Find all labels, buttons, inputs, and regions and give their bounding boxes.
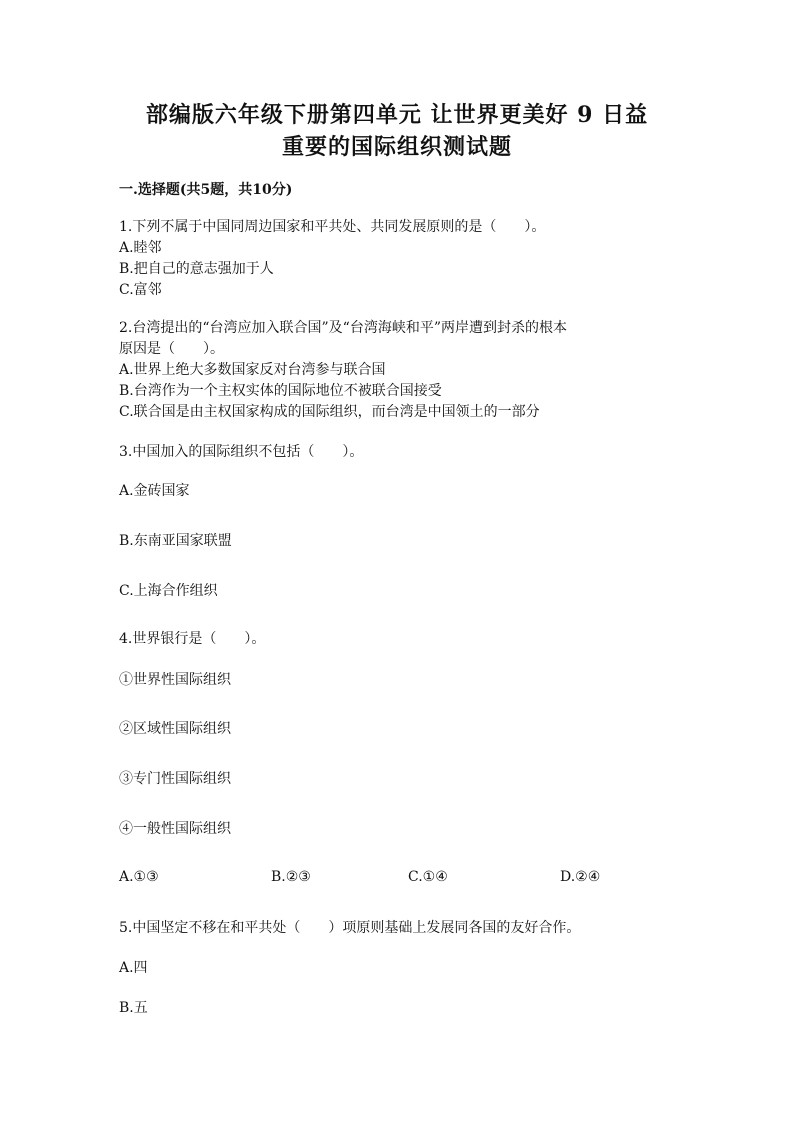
document-title-line1: 部编版六年级下册第四单元 让世界更美好 9 日益 <box>145 102 649 128</box>
question-3-option-c: C.上海合作组织 <box>119 583 218 599</box>
question-5-stem: 5.中国坚定不移在和平共处（ ）项原则基础上发展同各国的友好合作。 <box>119 920 581 936</box>
question-2-option-b: B.台湾作为一个主权实体的国际地位不被联合国接受 <box>119 383 442 399</box>
question-4-item-1: ①世界性国际组织 <box>119 672 231 688</box>
question-2-option-c: C.联合国是由主权国家构成的国际组织，而台湾是中国领土的一部分 <box>119 404 540 420</box>
question-4-item-4: ④一般性国际组织 <box>119 821 231 837</box>
question-4-item-2: ②区域性国际组织 <box>119 721 231 737</box>
question-4-option-d: D.②④ <box>560 869 601 885</box>
question-4-item-3: ③专门性国际组织 <box>119 771 231 787</box>
document-title-line2: 重要的国际组织测试题 <box>281 134 512 160</box>
question-1-option-b: B.把自己的意志强加于人 <box>119 261 274 277</box>
question-1-option-c: C.富邻 <box>119 282 162 298</box>
question-3-option-a: A.金砖国家 <box>119 483 190 499</box>
question-2-stem-line1: 2.台湾提出的“台湾应加入联合国”及“台湾海峡和平”两岸遭到封杀的根本 <box>119 320 567 336</box>
question-1-stem: 1.下列不属于中国同周边国家和平共处、共同发展原则的是（ ）。 <box>119 219 546 235</box>
question-3-option-b: B.东南亚国家联盟 <box>119 533 232 549</box>
question-4-option-c: C.①④ <box>408 869 448 885</box>
question-2-stem-line2: 原因是（ ）。 <box>119 341 224 357</box>
question-2-option-a: A.世界上绝大多数国家反对台湾参与联合国 <box>119 362 386 378</box>
question-5-option-b: B.五 <box>119 1000 148 1016</box>
question-3-stem: 3.中国加入的国际组织不包括（ ）。 <box>119 444 364 460</box>
question-4-stem: 4.世界银行是（ ）。 <box>119 631 266 647</box>
question-5-option-a: A.四 <box>119 960 148 976</box>
question-4-option-a: A.①③ <box>119 869 159 885</box>
question-1-option-a: A.睦邻 <box>119 240 162 256</box>
section-heading: 一.选择题(共5题，共10分) <box>119 182 293 198</box>
question-4-option-b: B.②③ <box>271 869 311 885</box>
